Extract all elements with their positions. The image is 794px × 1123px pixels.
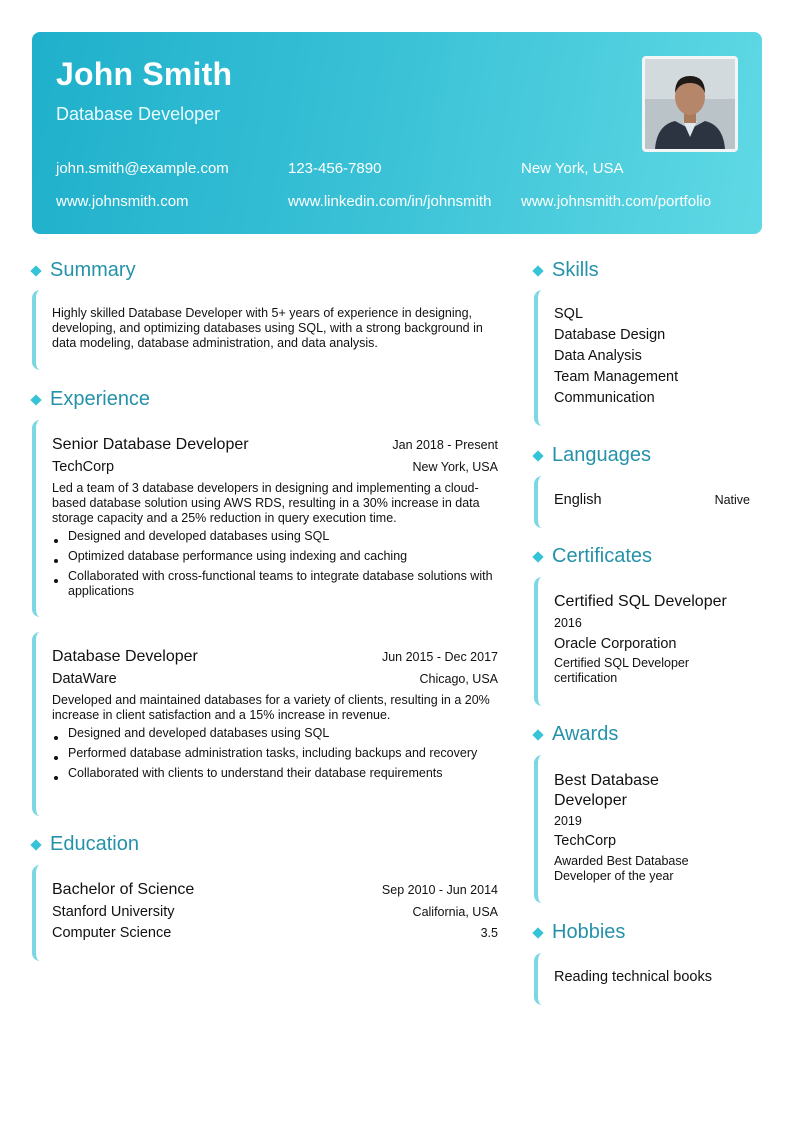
summary-section-header bbox=[31, 259, 136, 282]
candidate-title: Database Developer bbox=[56, 104, 221, 124]
languages-section-header bbox=[533, 444, 651, 467]
gpa: 3.5 bbox=[480, 926, 498, 940]
skill-item: Team Management bbox=[554, 369, 679, 385]
hobbies-section-header bbox=[533, 921, 625, 944]
hobby-item: Reading technical books bbox=[554, 969, 712, 985]
job-location: New York, USA bbox=[412, 460, 498, 474]
diamond-icon bbox=[532, 927, 543, 938]
email-link[interactable]: john.smith@example.com bbox=[56, 160, 229, 177]
certificates-section-header bbox=[533, 545, 652, 568]
experience-item bbox=[32, 632, 498, 816]
job-company: DataWare bbox=[52, 671, 117, 687]
summary-heading: Summary bbox=[50, 259, 136, 281]
skills-heading: Skills bbox=[552, 259, 599, 281]
school-location: California, USA bbox=[412, 905, 498, 919]
certificates-heading: Certificates bbox=[552, 545, 653, 567]
certificate-item bbox=[534, 577, 766, 706]
experience-heading: Experience bbox=[50, 388, 151, 410]
experience-section-header bbox=[31, 388, 150, 411]
education-heading: Education bbox=[50, 833, 139, 855]
job-company: TechCorp bbox=[52, 459, 115, 475]
list-item: Designed and developed databases using SQL bbox=[52, 529, 498, 544]
certificate-name: Certified SQL Developer bbox=[554, 593, 727, 610]
job-description: Developed and maintained databases for a variety of clients, resulting in a 20% increase in client satisfaction and a 15% increase in revenue. bbox=[52, 693, 490, 722]
diamond-icon bbox=[532, 551, 543, 562]
list-item: Designed and developed databases using SQL bbox=[52, 726, 498, 741]
resume-header bbox=[32, 32, 762, 234]
job-role: Senior Database Developer bbox=[52, 436, 249, 453]
phone-text: 123-456-7890 bbox=[288, 160, 382, 177]
linkedin-link[interactable]: www.linkedin.com/in/johnsmith bbox=[288, 193, 492, 210]
diamond-icon bbox=[532, 450, 543, 461]
certificate-year: 2016 bbox=[554, 616, 582, 630]
skills-section-header bbox=[533, 259, 599, 282]
diamond-icon bbox=[532, 729, 543, 740]
job-bullets bbox=[52, 529, 498, 599]
job-dates: Jun 2015 - Dec 2017 bbox=[381, 650, 498, 664]
candidate-name: John Smith bbox=[56, 56, 233, 92]
job-dates: Jan 2018 - Present bbox=[392, 438, 498, 452]
diamond-icon bbox=[30, 839, 41, 850]
list-item: Performed database administration tasks, including backups and recovery bbox=[52, 746, 498, 761]
degree: Bachelor of Science bbox=[52, 881, 195, 898]
job-role: Database Developer bbox=[52, 648, 198, 665]
language-level: Native bbox=[714, 493, 750, 507]
education-item bbox=[32, 865, 498, 961]
awards-section-header bbox=[533, 723, 618, 746]
field-of-study: Computer Science bbox=[52, 925, 172, 941]
award-name: Best Database Developer bbox=[554, 772, 659, 809]
award-issuer: TechCorp bbox=[554, 833, 617, 849]
profile-photo bbox=[642, 56, 738, 152]
skill-item: Database Design bbox=[554, 327, 666, 343]
job-bullets bbox=[52, 726, 498, 781]
languages-block bbox=[534, 476, 766, 528]
portfolio-link[interactable]: www.johnsmith.com/portfolio bbox=[521, 193, 712, 210]
diamond-icon bbox=[30, 265, 41, 276]
job-location: Chicago, USA bbox=[419, 672, 498, 686]
skill-item: Communication bbox=[554, 390, 655, 406]
portrait-image bbox=[645, 59, 735, 149]
diamond-icon bbox=[532, 265, 543, 276]
languages-heading: Languages bbox=[552, 444, 651, 466]
location-text: New York, USA bbox=[521, 160, 624, 177]
skill-item: SQL bbox=[554, 306, 584, 322]
certificate-issuer: Oracle Corporation bbox=[554, 636, 677, 652]
certificate-description: Certified SQL Developer certification bbox=[554, 656, 690, 685]
job-description: Led a team of 3 database developers in designing and implementing a cloud-based database solution using AWS RDS, resulting in a 30% increase in data storage capacity and a 25% reduction in query execution time. bbox=[52, 481, 480, 525]
school: Stanford University bbox=[52, 904, 175, 920]
education-dates: Sep 2010 - Jun 2014 bbox=[381, 883, 498, 897]
list-item: Optimized database performance using indexing and caching bbox=[52, 549, 498, 564]
hobbies-block bbox=[534, 953, 766, 1005]
award-item bbox=[534, 755, 766, 903]
skill-item: Data Analysis bbox=[554, 348, 642, 364]
list-item: Collaborated with cross-functional teams to integrate database solutions with applications bbox=[52, 569, 498, 599]
award-description: Awarded Best Database Developer of the year bbox=[554, 854, 689, 883]
summary-text: Highly skilled Database Developer with 5+ years of experience in designing, developing, and optimizing databases using SQL, with a strong background in data modeling, database administration, and data analysis. bbox=[52, 306, 483, 350]
summary-block bbox=[32, 290, 498, 370]
list-item: Collaborated with clients to understand their database requirements bbox=[52, 766, 498, 781]
website-link[interactable]: www.johnsmith.com bbox=[56, 193, 189, 210]
award-year: 2019 bbox=[554, 814, 582, 828]
diamond-icon bbox=[30, 394, 41, 405]
language-name: English bbox=[554, 492, 602, 508]
education-section-header bbox=[31, 833, 139, 856]
awards-heading: Awards bbox=[552, 723, 619, 745]
hobbies-heading: Hobbies bbox=[552, 921, 626, 943]
skills-block bbox=[534, 290, 766, 426]
experience-item bbox=[32, 420, 498, 617]
